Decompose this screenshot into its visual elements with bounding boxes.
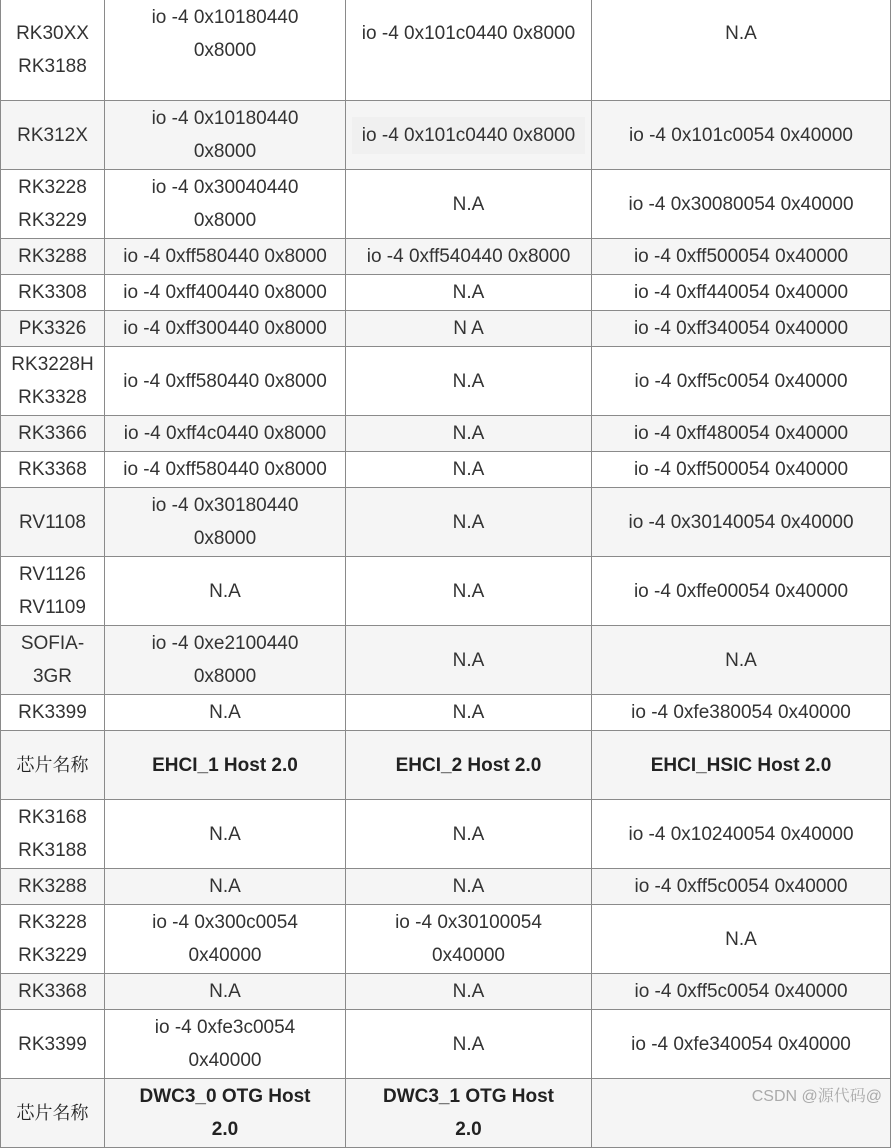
chip-name-cell [1,731,105,800]
register-cell [346,800,592,869]
cell-text: 0x8000 [193,528,257,549]
cell-text: RK3328 [18,387,87,408]
register-cell [346,0,592,101]
cell-text: RK3366 [18,423,87,444]
register-cell [105,488,346,557]
cell-text: RK3188 [18,56,87,77]
register-cell [105,626,346,695]
cell-text: io -4 0xff580440 0x8000 [123,459,327,480]
cell-text: 0x8000 [193,210,257,231]
cell-text: SOFIA- [20,633,85,654]
register-cell [346,347,592,416]
cell-text: io -4 0x30040440 [151,177,299,198]
cell-text: RK3368 [18,459,87,480]
chip-name-cell [1,869,105,905]
cell-text: io -4 0x30100054 [395,912,542,933]
cell-text: io -4 0xff500054 0x40000 [633,459,849,480]
table-row [1,101,891,170]
cell-text: N.A [725,928,757,950]
cell-text: N.A [452,580,485,602]
register-cell [105,869,346,905]
cell-text: DWC3_1 OTG Host [382,1086,555,1107]
register-cell [592,311,891,347]
cell-text: io -4 0x101c0440 0x8000 [361,23,576,44]
cell-text: io -4 0xff580440 0x8000 [123,246,327,267]
register-cell [346,239,592,275]
chip-name-cell [1,488,105,557]
cell-text: N.A [452,511,485,533]
cell-text: PK3326 [18,318,87,339]
cell-text: RK3229 [18,210,87,231]
register-cell [346,731,592,800]
table-row [1,800,891,869]
table-row [1,311,891,347]
cell-text: N.A [452,649,485,671]
cell-text: RK3228H [11,354,94,375]
table-row [1,626,891,695]
cell-text: io -4 0x30180440 [151,495,299,516]
cell-text: RV1126 [19,564,86,585]
cell-text: RK3228 [18,177,87,198]
cell-text: 2.0 [455,1119,482,1140]
table-row [1,905,891,974]
cell-text: io -4 0xffe00054 0x40000 [633,580,849,602]
table-header-row [1,731,891,800]
cell-text: io -4 0x30080054 0x40000 [628,193,854,215]
cell-text: RK3308 [18,282,87,303]
register-cell [592,0,891,101]
cell-text: 芯片名称 [16,1102,89,1124]
chip-name-cell [1,695,105,731]
csdn-watermark: CSDN @源代码@ [751,1088,882,1105]
cell-text: 0x8000 [193,666,257,687]
chip-name-cell [1,905,105,974]
register-cell [592,731,891,800]
register-cell [592,416,891,452]
chip-name-cell [1,347,105,416]
cell-text: RV1108 [19,511,86,533]
register-cell [105,347,346,416]
chip-name-cell [1,311,105,347]
cell-text: N.A [452,876,485,897]
cell-text: 0x40000 [188,1050,262,1071]
register-cell [592,695,891,731]
cell-text: io -4 0x101c0440 0x8000 [352,117,585,154]
cell-text: EHCI_1 Host 2.0 [152,754,298,776]
register-cell [592,347,891,416]
table-row [1,275,891,311]
cell-text: io -4 0xff5c0054 0x40000 [634,370,848,392]
cell-text: N.A [209,580,241,602]
cell-text: 0x40000 [432,945,505,966]
chip-name-cell [1,416,105,452]
cell-text: N.A [209,981,241,1002]
register-cell [592,557,891,626]
register-cell [105,731,346,800]
cell-text: N.A [452,459,485,480]
cell-text: N.A [452,193,485,215]
cell-text: io -4 0xff580440 0x8000 [123,370,327,392]
table-row [1,974,891,1010]
cell-text: RK3399 [18,1033,87,1055]
table-row [1,170,891,239]
chip-name-cell [1,275,105,311]
register-cell [105,101,346,170]
register-cell [105,311,346,347]
register-cell [346,905,592,974]
cell-text: RK3368 [18,981,87,1002]
cell-text: 0x8000 [193,141,257,162]
cell-text: N.A [452,981,485,1002]
register-cell [346,452,592,488]
cell-text: io -4 0xff300440 0x8000 [123,318,327,339]
register-cell [346,416,592,452]
register-cell [346,557,592,626]
register-cell [105,695,346,731]
chip-name-cell [1,239,105,275]
cell-text: io -4 0xfe380054 0x40000 [631,702,851,723]
cell-text: N.A [209,702,241,723]
register-cell [346,1010,592,1079]
table-row [1,452,891,488]
cell-text: io -4 0xfe340054 0x40000 [631,1033,851,1055]
register-cell [105,1010,346,1079]
cell-text: io -4 0xff540440 0x8000 [366,246,571,267]
cell-text: 0x8000 [193,39,257,61]
cell-text: io -4 0xe2100440 [151,633,299,654]
cell-text: 2.0 [211,1119,239,1140]
cell-text: io -4 0x30140054 0x40000 [628,511,854,533]
register-cell [592,101,891,170]
cell-text: io -4 0x10180440 [151,108,299,129]
cell-text: io -4 0xff480054 0x40000 [633,423,849,444]
register-cell [592,170,891,239]
cell-text: io -4 0xff340054 0x40000 [633,318,849,339]
register-cell [592,905,891,974]
table-row [1,0,891,101]
chip-name-cell [1,1010,105,1079]
register-cell [346,488,592,557]
register-cell [346,695,592,731]
cell-text: 芯片名称 [16,754,89,776]
chip-name-cell [1,626,105,695]
cell-text: RK30XX [16,23,89,44]
cell-text: DWC3_0 OTG Host [139,1086,311,1107]
chip-name-cell [1,101,105,170]
chip-name-cell [1,452,105,488]
register-cell [346,626,592,695]
chip-name-cell [1,0,105,101]
register-cell [105,170,346,239]
cell-text: io -4 0x300c0054 [152,912,298,933]
chip-name-cell [1,974,105,1010]
register-cell [105,800,346,869]
cell-text: io -4 0xff4c0440 0x8000 [123,423,327,444]
cell-text: RK3288 [18,246,87,267]
cell-text: N.A [452,702,485,723]
table-row [1,869,891,905]
register-cell [346,1079,592,1148]
register-cell [592,974,891,1010]
register-cell [105,275,346,311]
cell-text: N.A [452,823,485,845]
cell-text: N.A [725,23,757,44]
register-cell [592,869,891,905]
chip-name-cell [1,800,105,869]
register-cell [105,416,346,452]
cell-text: N.A [452,423,485,444]
cell-text: 0x40000 [188,945,262,966]
register-cell [346,974,592,1010]
cell-text: io -4 0xff500054 0x40000 [633,246,849,267]
register-cell [346,869,592,905]
cell-text: N.A [452,370,485,392]
cell-text: N A [453,318,484,339]
register-cell [105,0,346,101]
cell-text: EHCI_HSIC Host 2.0 [650,754,832,776]
chip-name-cell [1,557,105,626]
register-cell [105,974,346,1010]
register-cell [592,488,891,557]
cell-text: RK3229 [18,945,87,966]
table-row [1,557,891,626]
register-cell [105,452,346,488]
register-cell [592,1010,891,1079]
cell-text: io -4 0xff440054 0x40000 [633,282,849,303]
cell-text: io -4 0xff5c0054 0x40000 [634,876,848,897]
cell-text: RK312X [17,124,88,146]
table-row [1,347,891,416]
table-row [1,416,891,452]
register-cell [105,905,346,974]
cell-text: 3GR [32,666,73,687]
cell-text: io -4 0xff400440 0x8000 [123,282,327,303]
chip-name-cell [1,170,105,239]
cell-text: io -4 0xfe3c0054 [154,1017,296,1038]
cell-text: io -4 0xff5c0054 0x40000 [634,981,848,1002]
cell-text: N.A [725,649,757,671]
table-row [1,239,891,275]
cell-text: RK3228 [18,912,87,933]
register-cell [346,170,592,239]
cell-text: RK3188 [18,840,87,861]
table-row [1,695,891,731]
cell-text: RK3168 [18,807,87,828]
cell-text: EHCI_2 Host 2.0 [395,754,542,776]
cell-text: io -4 0x10240054 0x40000 [628,823,854,845]
register-cell [346,311,592,347]
register-cell [592,239,891,275]
register-cell [105,1079,346,1148]
register-cell [592,800,891,869]
cell-text: N.A [209,876,241,897]
cell-text: io -4 0x10180440 [151,6,299,28]
cell-text: RK3288 [18,876,87,897]
cell-text: RV1109 [19,597,86,618]
cell-text: N.A [452,282,485,303]
cell-text: RK3399 [18,702,87,723]
table-row [1,1010,891,1079]
register-cell [346,101,592,170]
register-cell [105,557,346,626]
cell-text: N.A [452,1033,485,1055]
register-cell [346,275,592,311]
register-cell [105,239,346,275]
table-row [1,488,891,557]
register-cell [592,275,891,311]
cell-text: N.A [209,823,241,845]
cell-text: io -4 0x101c0054 0x40000 [629,124,853,146]
register-cell [592,452,891,488]
register-cell [592,626,891,695]
chip-name-cell [1,1079,105,1148]
